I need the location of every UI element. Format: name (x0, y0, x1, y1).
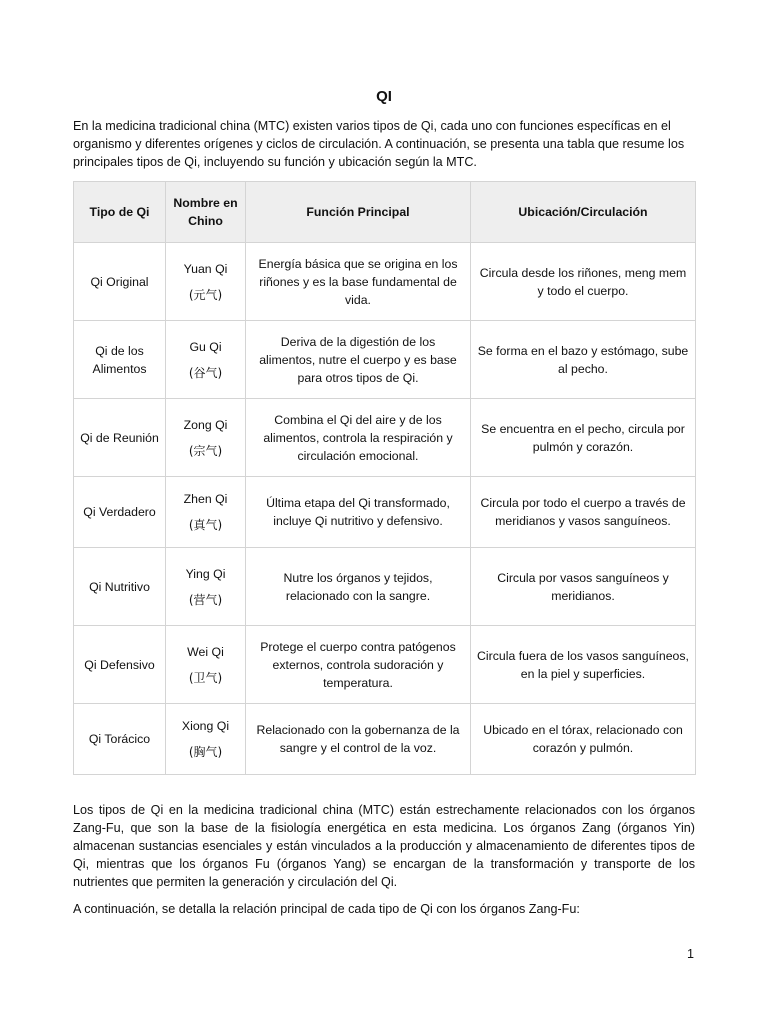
header-nombre: Nombre en Chino (166, 182, 246, 243)
cell-function: Combina el Qi del aire y de los alimentos, controla la respiración y circulación emocional. (246, 399, 471, 477)
intro-paragraph: En la medicina tradicional china (MTC) existen varios tipos de Qi, cada uno con funciones específicas en el organismo y diferentes orígenes y ciclos de circulación. A continuación, se presenta una tabla que resume los principales tipos de Qi, incluyendo su función y ubicación según la MTC. (73, 119, 685, 169)
pinyin-name: Zhen Qi (183, 492, 228, 506)
body-paragraph-continuation: A continuación, se detalla la relación principal de cada tipo de Qi con los órganos Zang-Fu: (73, 902, 580, 916)
header-ubicacion: Ubicación/Circulación (471, 182, 696, 243)
hanzi-name: (卫气) (188, 670, 223, 685)
pinyin-name: Zong Qi (183, 417, 228, 432)
pinyin-name: Yuan Qi (183, 261, 228, 276)
pinyin-name: Ying Qi (185, 566, 226, 581)
header-tipo: Tipo de Qi (74, 182, 166, 243)
table-header-row (74, 182, 696, 243)
cell-location: Circula desde los riñones, meng mem y todo el cuerpo. (471, 243, 696, 321)
table-row (74, 399, 696, 477)
table-row (74, 321, 696, 399)
cell-type: Qi de Reunión (74, 399, 166, 477)
qi-types-table (73, 181, 696, 775)
hanzi-name: (真气) (188, 518, 223, 532)
cell-location: Se forma en el bazo y estómago, sube al pecho. (471, 321, 696, 399)
table-row (74, 477, 696, 548)
cell-location: Se encuentra en el pecho, circula por pulmón y corazón. (471, 399, 696, 477)
cell-type: Qi Defensivo (74, 626, 166, 704)
hanzi-name: (营气) (188, 592, 223, 607)
hanzi-name: (宗气) (188, 443, 223, 458)
cell-function: Relacionado con la gobernanza de la sangre y el control de la voz. (246, 704, 471, 775)
cell-location: Circula por vasos sanguíneos y meridianos. (471, 548, 696, 626)
cell-type: Qi Torácico (74, 704, 166, 775)
hanzi-name: (元气) (188, 287, 223, 302)
header-funcion: Función Principal (246, 182, 471, 243)
cell-chinese-name (166, 243, 246, 321)
cell-location: Circula fuera de los vasos sanguíneos, en la piel y superficies. (471, 626, 696, 704)
body-paragraph-zang-fu: Los tipos de Qi en la medicina tradicional china (MTC) están estrechamente relacionados con los órganos Zang-Fu, que son la base de la fisiología energética en esta medicina. Los órganos Zang (órganos Yin) almacenan sustancias esenciales y están vinculados a la producción y almacenamiento de diferentes tipos de Qi, mientras que los órganos Fu (órganos Yang) se encargan de la transformación y transporte de los nutrientes que permiten la generación y circulación del Qi. (73, 803, 695, 889)
cell-chinese-name (166, 477, 246, 548)
cell-function: Deriva de la digestión de los alimentos, nutre el cuerpo y es base para otros tipos de Qi. (246, 321, 471, 399)
table-row (74, 243, 696, 321)
cell-chinese-name (166, 321, 246, 399)
table-row (74, 626, 696, 704)
cell-chinese-name (166, 399, 246, 477)
cell-function: Energía básica que se origina en los riñones y es la base fundamental de vida. (246, 243, 471, 321)
page-number: 1 (686, 947, 694, 961)
cell-type: Qi Nutritivo (74, 548, 166, 626)
table-row (74, 704, 696, 775)
hanzi-name: (胸气) (188, 745, 223, 759)
cell-location: Ubicado en el tórax, relacionado con corazón y pulmón. (471, 704, 696, 775)
cell-type: Qi Verdadero (74, 477, 166, 548)
cell-chinese-name (166, 704, 246, 775)
pinyin-name: Xiong Qi (181, 719, 230, 733)
page-title: QI (376, 88, 392, 105)
cell-chinese-name (166, 548, 246, 626)
cell-location: Circula por todo el cuerpo a través de meridianos y vasos sanguíneos. (471, 477, 696, 548)
cell-type: Qi de los Alimentos (74, 321, 166, 399)
pinyin-name: Wei Qi (187, 644, 224, 659)
pinyin-name: Gu Qi (189, 339, 222, 354)
cell-function: Protege el cuerpo contra patógenos externos, controla sudoración y temperatura. (246, 626, 471, 704)
hanzi-name: (谷气) (188, 365, 223, 380)
table-row (74, 548, 696, 626)
cell-type: Qi Original (74, 243, 166, 321)
cell-chinese-name (166, 626, 246, 704)
cell-function: Nutre los órganos y tejidos, relacionado con la sangre. (246, 548, 471, 626)
cell-function: Última etapa del Qi transformado, incluye Qi nutritivo y defensivo. (246, 477, 471, 548)
